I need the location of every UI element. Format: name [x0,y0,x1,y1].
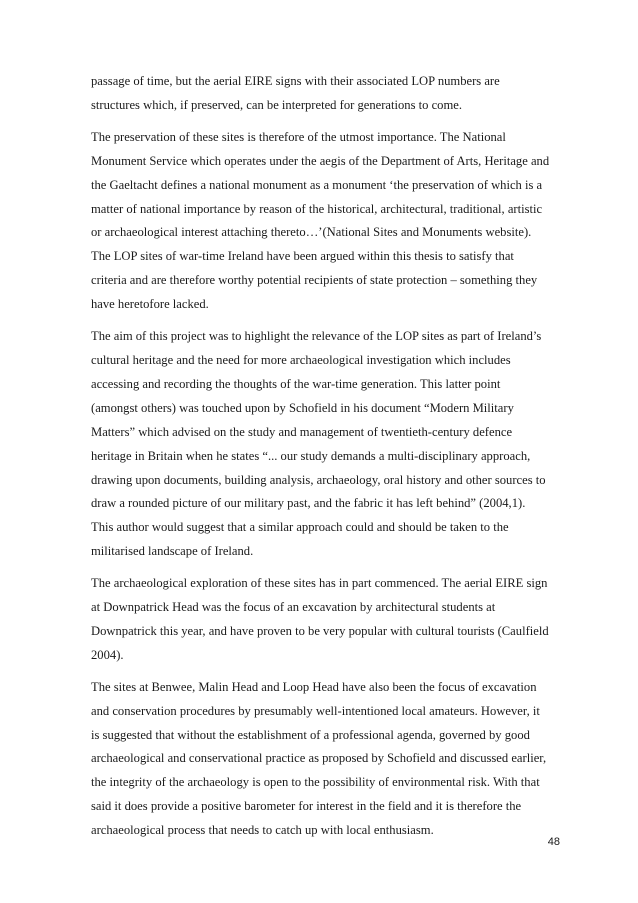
paragraph-exploration: The archaeological exploration of these sites has in part commenced. The aerial EIRE sign at Downpatrick Head was the focus of an excavation by architectural students at Downpatrick this year, and have proven to be very popular with cultural tourists (Caulfield 2004). [91,576,549,662]
paragraph-preservation: The preservation of these sites is therefore of the utmost importance. The National Monument Service which operates under the aegis of the Department of Arts, Heritage and the Gaeltacht defines a national monument as a monument ‘the preservation of which is a matter of national importance by reason of the historical, architectural, traditional, artistic or archaeological interest attaching thereto…’(National Sites and Monuments website). The LOP sites of war-time Ireland have been argued within this thesis to satisfy that criteria and are therefore worthy potential recipients of state protection – something they have heretofore lacked. [91,129,550,312]
paragraph-project-aim: The aim of this project was to highlight the relevance of the LOP sites as part of Ireland’s cultural heritage and the need for more archaeological investigation which includes accessing and recording the thoughts of the war-time generation. This latter point (amongst others) was touched upon by Schofield in his document “Modern Military Matters” which advised on the study and management of twentieth-century defence heritage in Britain when he states “... our study demands a multi-disciplinary approach, drawing upon documents, building analysis, archaeology, oral history and other sources to draw a rounded picture of our military past, and the fabric it has left behind” (2004,1). This author would suggest that a similar approach could and should be taken to the militarised landscape of Ireland. [91,329,546,559]
body-text [91,70,571,851]
page-number: 48 [547,836,560,848]
paragraph-sites-conservation: The sites at Benwee, Malin Head and Loop Head have also been the focus of excavation and conservation procedures by presumably well-intentioned local amateurs. However, it is suggested that without the establishment of a professional agenda, governed by good archaeological and conservational practice as proposed by Schofield and discussed earlier, the integrity of the archaeology is open to the possibility of environmental risk. With that said it does provide a positive barometer for interest in the field and it is therefore the archaeological process that needs to catch up with local enthusiasm. [91,679,547,838]
paragraph-continuation: passage of time, but the aerial EIRE signs with their associated LOP numbers are structures which, if preserved, can be interpreted for generations to come. [91,74,500,112]
